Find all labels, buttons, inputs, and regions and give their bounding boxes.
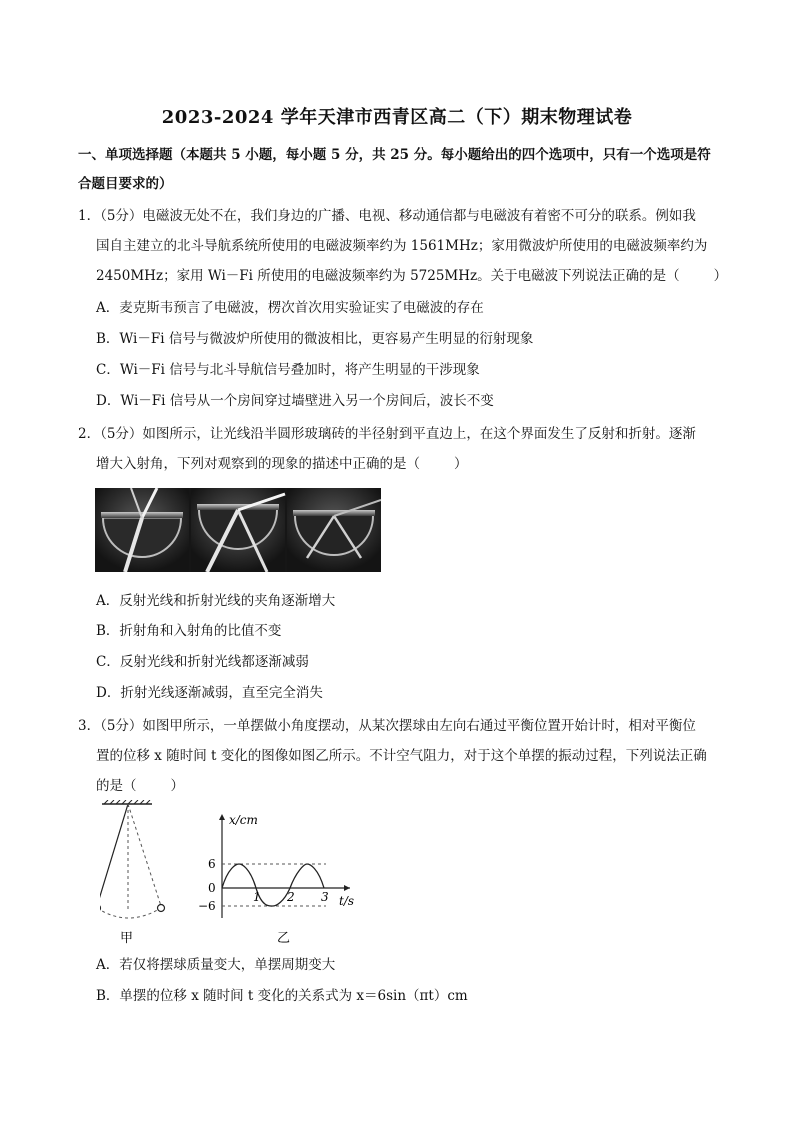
q3-stem-text: 的是（ [96,778,137,794]
photo-panel-1 [95,488,189,572]
q3-close-paren: ） [170,778,184,794]
q2-option-b: B．折射角和入射角的比值不变 [96,623,282,639]
y-tick-0: 0 [208,881,216,895]
x-axis-arrow [219,814,225,820]
q1-stem-text: 2450MHz；家用 Wi－Fi 所使用的电磁波频率约为 5725MHz。关于电磁波下列说法正确的是（ [96,268,680,284]
q1-option-d: D．Wi－Fi 信号从一个房间穿过墙壁进入另一个房间后，波长不变 [96,393,494,409]
y-tick-6: 6 [208,857,216,871]
q1-stem-line-3 [96,267,727,285]
refraction-photos [95,488,381,572]
pendulum-bob [100,905,101,912]
y-tick-neg6: −6 [198,899,216,913]
q2-stem-text: 增大入射角，下列对观察到的现象的描述中正确的是（ [96,456,420,472]
q3-option-b: B．单摆的位移 x 随时间 t 变化的关系式为 x＝6sin（πt）cm [96,988,468,1004]
photo-panel-3 [287,488,381,572]
q3-stem-line-3 [96,777,184,795]
q1-option-b: B．Wi－Fi 信号与微波炉所使用的微波相比，更容易产生明显的衍射现象 [96,331,534,347]
section-heading-line-1: 一、单项选择题（本题共 5 小题，每小题 5 分，共 25 分。每小题给出的四个选项中，只有一个选项是符 [78,147,711,163]
q1-option-a: A．麦克斯韦预言了电磁波，楞次首次用实验证实了电磁波的存在 [96,300,484,316]
exam-title: 2023-2024 学年天津市西青区高二（下）期末物理试卷 [161,107,633,128]
q2-stem-line-1: 2．（5分）如图所示，让光线沿半圆形玻璃砖的半径射到平直边上，在这个界面发生了反射和折射。逐渐 [78,426,696,442]
refraction-photos-svg [95,488,381,572]
label-yi: 乙 [277,931,291,946]
q1-option-c: C．Wi－Fi 信号与北斗导航信号叠加时，将产生明显的干涉现象 [96,362,480,378]
q3-stem-line-2: 置的位移 x 随时间 t 变化的图像如图乙所示。不计空气阻力，对于这个单摆的振动过程，下列说法正确 [96,748,707,764]
pendulum-string [100,804,128,906]
displacement-curve [222,864,324,906]
t-axis-label: t/s [339,894,355,908]
pendulum-figure-svg [100,800,360,950]
q3-option-a: A．若仅将摆球质量变大，单摆周期变大 [96,957,336,973]
pendulum-diagram [100,800,165,946]
photo-panel-2 [191,488,285,572]
q1-close-paren: ） [713,268,728,284]
q2-stem-line-2 [96,455,468,473]
x-axis-label: x/cm [229,813,258,827]
xt-graph [198,813,354,946]
x-tick-3: 3 [321,890,329,904]
q2-option-c: C．反射光线和折射光线都逐渐减弱 [96,654,309,670]
pendulum-figure [100,800,360,950]
pendulum-bob-ghost [158,905,165,912]
q1-stem-line-1: 1．（5分）电磁波无处不在，我们身边的广播、电视、移动通信都与电磁波有着密不可分的联系。例如我 [78,208,696,224]
label-jia: 甲 [120,931,134,946]
q2-close-paren: ） [454,456,468,472]
x-tick-2: 2 [287,890,295,904]
x-tick-1: 1 [253,890,261,904]
q2-option-d: D．折射光线逐渐减弱，直至完全消失 [96,685,323,701]
q1-stem-line-2: 国自主建立的北斗导航系统所使用的电磁波频率约为 1561MHz；家用微波炉所使用的电磁波频率约为 [96,238,708,254]
swing-arc [100,908,161,918]
section-heading-line-2: 合题目要求的） [78,176,173,192]
q2-option-a: A．反射光线和折射光线的夹角逐渐增大 [96,593,336,609]
t-axis-arrow [344,885,350,891]
pendulum-extreme-right [128,804,161,906]
q3-stem-line-1: 3．（5分）如图甲所示，一单摆做小角度摆动，从某次摆球由左向右通过平衡位置开始计时，相对平衡位 [78,718,696,734]
